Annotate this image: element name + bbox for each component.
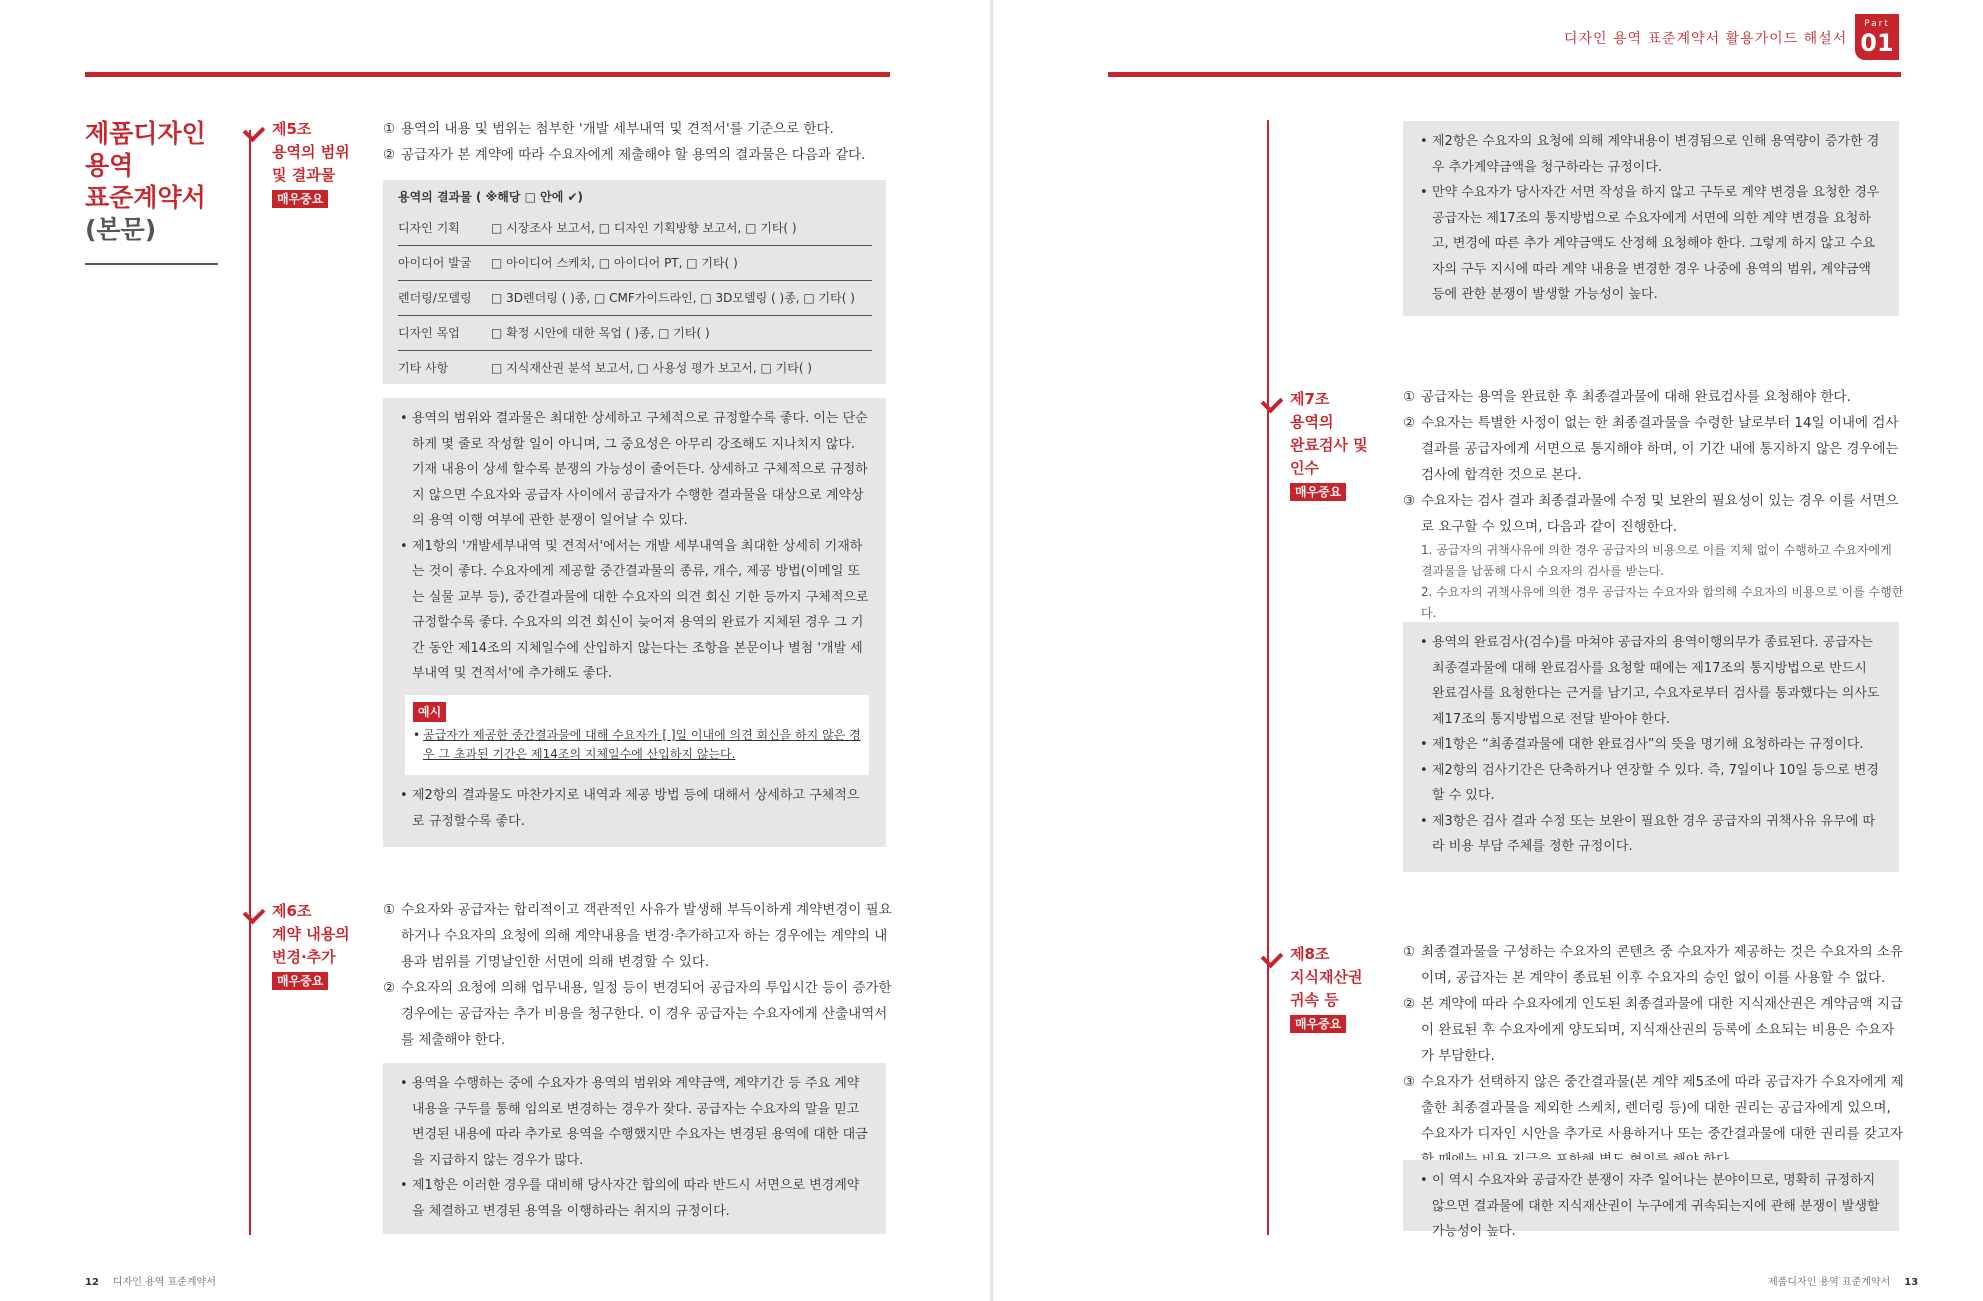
- clause: ① 공급자는 용역을 완료한 후 최종결과물에 대해 완료검사를 요청해야 한다.: [1403, 389, 1851, 405]
- document-title-sub: (본문): [85, 215, 157, 244]
- part-badge: Part 01: [1855, 14, 1899, 60]
- example-badge: 예시: [413, 702, 446, 722]
- note-item: • 제3항은 검사 결과 수정 또는 보완이 필요한 경우 공급자의 귀책사유 유무에 따라 비용 부담 주체를 정한 규정이다.: [1420, 813, 1876, 854]
- top-red-rule: [85, 72, 890, 77]
- page-number: 12: [85, 1277, 99, 1288]
- table-row: 디자인 목업 □ 확정 시안에 대한 목업 ( )종, □ 기타( ): [398, 316, 872, 351]
- article-6-heading: 제6조 계약 내용의 변경·추가 매우중요: [272, 902, 350, 988]
- note-item: • 용역의 범위와 결과물은 최대한 상세하고 구체적으로 규정할수록 좋다. 이는 단순하게 몇 줄로 작성할 일이 아니며, 그 중요성은 아무리 강조해도 지나치지 않다. 기재 내용이 상세 할수록 분쟁의 가능성이 줄어든다. 상세하고 구체적으로 규정하지 않으면 수요자와 공급자 사이에서 공급자가 수행한 결과물을 대상으로 계약상의 용역 이행 여부에 관한 분쟁이 일어날 수 있다.: [400, 411, 868, 528]
- note-item: • 만약 수요자가 당사자간 서면 작성을 하지 않고 구두로 계약 변경을 요청한 경우 공급자는 제17조의 통지방법으로 수요자에게 서면에 의한 계약 변경을 요청하고, 변경에 따른 추가 계약금액도 산정해 요청해야 한다. 그렇게 하지 않고 수요자의 구두 지시에 따라 계약 내용을 변경한 경우 나중에 용역의 범위, 계약금액 등에 관한 분쟁이 발생할 가능성이 높다.: [1420, 185, 1880, 302]
- clause: ② 수요자의 요청에 의해 업무내용, 일정 등이 변경되어 공급자의 투입시간 등이 증가한 경우에는 공급자는 추가 비용을 청구한다. 이 경우 공급자는 수요자에게 산출내역서를 제출해야 한다.: [383, 980, 892, 1048]
- note-item: • 제1항의 '개발세부내역 및 견적서'에서는 개발 세부내역을 최대한 상세히 기재하는 것이 좋다. 수요자에게 제공할 중간결과물의 종류, 개수, 제공 방법(이메일 또는 실물 교부 등), 중간결과물에 대한 수요자의 의견 회신 기한 등까지 구체적으로 규정할수록 좋다. 수요자의 의견 회신이 늦어져 용역의 완료가 지체된 경우 그 기간 동안 제14조의 지체일수에 산입하지 않는다는 조항을 본문이나 별첨 '개발 세부내역 및 견적서'에 추가해도 좋다.: [400, 538, 869, 681]
- example-box: [405, 695, 869, 775]
- article-7-clauses: [1403, 384, 1906, 624]
- clause: ① 수요자와 공급자는 합리적이고 객관적인 사유가 발생해 부득이하게 계약변경이 필요하거나 수요자의 요청에 의해 계약내용을 변경·추가하고자 하는 경우에는 계약의 내용과 범위를 기명날인한 서면에 의해 변경할 수 있다.: [383, 902, 892, 970]
- check-icon: [1261, 946, 1284, 969]
- article-timeline: [1267, 120, 1269, 1235]
- top-notes: [1420, 129, 1883, 308]
- article-6-notes: [400, 1071, 870, 1224]
- result-table-panel: [383, 180, 886, 384]
- clause: ② 수요자는 특별한 사정이 없는 한 최종결과물을 수령한 날로부터 14일 이내에 검사결과를 공급자에게 서면으로 통지해야 하며, 이 기간 내에 통지하지 않은 경우에는 검사에 합격한 것으로 본다.: [1403, 415, 1899, 483]
- clause: ③ 수요자는 검사 결과 최종결과물에 수정 및 보완의 필요성이 있는 경우 이를 서면으로 요구할 수 있으며, 다음과 같이 진행한다.: [1403, 493, 1899, 535]
- clause: ① 용역의 내용 및 범위는 첨부한 '개발 세부내역 및 견적서'를 기준으로 한다.: [383, 121, 834, 137]
- article-6-clauses: [383, 897, 893, 1053]
- note-item: • 제2항의 검사기간은 단축하거나 연장할 수 있다. 즉, 7일이나 10일 등으로 변경할 수 있다.: [1420, 762, 1879, 803]
- article-5-heading: 제5조 용역의 범위 및 결과물 매우중요: [272, 120, 350, 206]
- article-7-heading: 제7조 용역의 완료검사 및 인수 매우중요: [1290, 390, 1368, 499]
- table-row: 렌더링/모델링 □ 3D렌더링 ( )종, □ CMF가이드라인, □ 3D모델링 ( )종, □ 기타( ): [398, 281, 872, 316]
- footer: 12 디자인 용역 표준계약서: [85, 1277, 216, 1288]
- title-underline: [85, 263, 218, 265]
- article-8-heading: 제8조 지식재산권 귀속 등 매우중요: [1290, 945, 1363, 1031]
- importance-badge: 매우중요: [1290, 1015, 1346, 1033]
- check-icon: [1261, 391, 1284, 414]
- article-5-notes-last: [400, 783, 870, 834]
- note-item: • 제1항은 “최종결과물에 대한 완료검사”의 뜻을 명기해 요청하라는 규정이다.: [1420, 737, 1864, 752]
- note-item: • 이 역시 수요자와 공급자간 분쟁이 자주 일어나는 분야이므로, 명확히 규정하지 않으면 결과물에 대한 지식재산권이 누구에게 귀속되는지에 관해 분쟁이 발생할 가능성이 높다.: [1420, 1173, 1880, 1239]
- example-text: • 공급자가 제공한 중간결과물에 대해 수요자가 [ ]일 이내에 의견 회신을 하지 않은 경우 그 초과된 기간은 제14조의 지체일수에 산입하지 않는다.: [413, 728, 861, 761]
- clause: ② 공급자가 본 계약에 따라 수요자에게 제출해야 할 용역의 결과물은 다음과 같다.: [383, 147, 866, 163]
- check-icon: [243, 120, 266, 143]
- footer: 제품디자인 용역 표준계약서 13: [1768, 1277, 1919, 1288]
- importance-badge: 매우중요: [272, 972, 328, 990]
- right-page: [993, 0, 1983, 1301]
- article-8-clauses: [1403, 939, 1906, 1173]
- note-item: • 용역의 완료검사(검수)를 마쳐야 공급자의 용역이행의무가 종료된다. 공급자는 최종결과물에 대해 완료검사를 요청할 때에는 제17조의 통지방법으로 반드시 완료검사를 요청한다는 근거를 남기고, 수요자로부터 검사를 통과했다는 의사도 제17조의 통지방법으로 전달 받아야 한다.: [1420, 635, 1880, 727]
- importance-badge: 매우중요: [1290, 483, 1346, 501]
- sub-item: 1. 공급자의 귀책사유에 의한 경우 공급자의 비용으로 이를 지체 없이 수행하고 수요자에게 결과물을 납품해 다시 수요자의 검사를 받는다.: [1421, 543, 1892, 578]
- clause: ③ 수요자가 선택하지 않은 중간결과물(본 계약 제5조에 따라 공급자가 수요자에게 제출한 최종결과물을 제외한 스케치, 렌더링 등)에 대한 권리는 공급자에게 있으며, 수요자가 디자인 시안을 추가로 사용하거나 또는 중간결과물에 대한 권리를 갖고자: [1403, 1074, 1904, 1142]
- check-icon: [243, 902, 266, 925]
- table-row: 기타 사항 □ 지식재산권 분석 보고서, □ 사용성 평가 보고서, □ 기타( ): [398, 361, 812, 375]
- page-number: 13: [1904, 1277, 1919, 1288]
- table-row: 디자인 기획 □ 시장조사 보고서, □ 디자인 기획방향 보고서, □ 기타( ): [398, 211, 872, 246]
- table-row: 아이디어 발굴 □ 아이디어 스케치, □ 아이디어 PT, □ 기타( ): [398, 246, 872, 281]
- note-item: • 제2항은 수요자의 요청에 의해 계약내용이 변경됨으로 인해 용역량이 증가한 경우 추가계약금액을 청구하라는 규정이다.: [1420, 134, 1880, 175]
- running-header: 디자인 용역 표준계약서 활용가이드 해설서: [1564, 31, 1848, 47]
- note-item: • 제2항의 결과물도 마찬가지로 내역과 제공 방법 등에 대해서 상세하고 구체적으로 규정할수록 좋다.: [400, 788, 860, 829]
- importance-badge: 매우중요: [272, 190, 328, 208]
- top-red-rule: [1108, 72, 1901, 77]
- table-header: 용역의 결과물 ( ※해당 □ 안에 ✔): [398, 190, 584, 204]
- clause: ① 최종결과물을 구성하는 수요자의 콘텐츠 중 수요자가 제공하는 것은 수요자의 소유이며, 공급자는 본 계약이 종료된 이후 수요자의 승인 없이 이를 사용할 수 없다.: [1403, 944, 1904, 986]
- left-page: [0, 0, 990, 1301]
- article-7-notes: [1420, 630, 1883, 860]
- note-item: • 제1항은 이러한 경우를 대비해 당사자간 합의에 따라 반드시 서면으로 변경계약을 체결하고 변경된 용역을 이행하라는 취지의 규정이다.: [400, 1178, 860, 1219]
- article-timeline: [249, 130, 251, 1235]
- article-5-clauses: [383, 116, 893, 168]
- note-item: • 용역을 수행하는 중에 수요자가 용역의 범위와 계약금액, 계약기간 등 주요 계약내용을 구두를 통해 임의로 변경하는 경우가 잦다. 공급자는 수요자의 말을 믿고 변경된 내용에 따라 추가로 용역을 수행했지만 수요자는 변경된 용역에 대한 대금을 지급하지 않는 경우가 많다.: [400, 1076, 868, 1168]
- clause: ② 본 계약에 따라 수요자에게 인도된 최종결과물에 대한 지식재산권은 계약금액 지급이 완료된 후 수요자에게 양도되며, 지식재산권의 등록에 소요되는 비용은 수요자가 부담한다.: [1403, 996, 1904, 1064]
- document-title: 제품디자인 용역 표준계약서 (본문): [85, 119, 206, 244]
- sub-item: 2. 수요자의 귀책사유에 의한 경우 공급자는 수요자와 합의해 수요자의 비용으로 이를 수행한다.: [1421, 585, 1904, 620]
- article-8-notes: [1420, 1168, 1883, 1245]
- article-5-notes: [400, 406, 870, 687]
